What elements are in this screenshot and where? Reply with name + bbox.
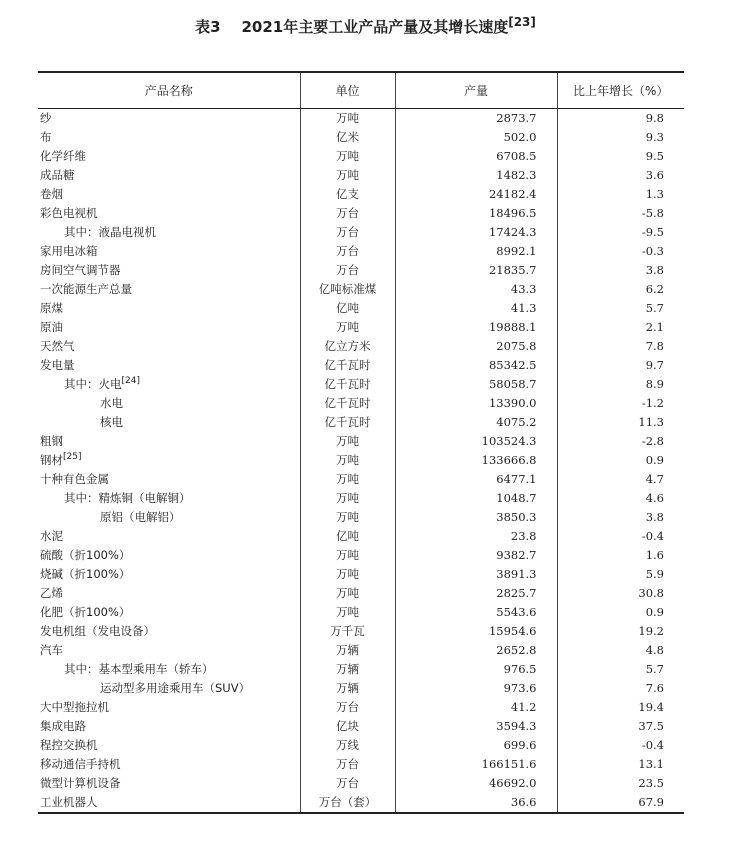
product-name-cell — [38, 109, 300, 129]
growth-cell: 0.9 — [557, 451, 684, 470]
product-name-cell — [38, 793, 300, 813]
unit-cell: 万吨 — [300, 584, 395, 603]
product-name: 集成电路 — [40, 719, 86, 733]
growth-cell: 3.8 — [557, 508, 684, 527]
table-row — [38, 166, 684, 185]
unit-cell: 万线 — [300, 736, 395, 755]
output-cell: 3891.3 — [395, 565, 557, 584]
unit-cell: 万吨 — [300, 166, 395, 185]
growth-cell: 9.7 — [557, 356, 684, 375]
product-name-cell — [38, 736, 300, 755]
unit-cell: 万台 — [300, 261, 395, 280]
product-name: 移动通信手持机 — [40, 757, 121, 771]
unit-cell: 亿米 — [300, 128, 395, 147]
product-name: 布 — [40, 130, 52, 144]
product-name: 程控交换机 — [40, 738, 98, 752]
output-cell: 17424.3 — [395, 223, 557, 242]
output-cell: 36.6 — [395, 793, 557, 813]
growth-cell: 1.3 — [557, 185, 684, 204]
output-cell: 8992.1 — [395, 242, 557, 261]
table-row — [38, 128, 684, 147]
output-cell: 133666.8 — [395, 451, 557, 470]
table-row — [38, 736, 684, 755]
growth-cell: 6.2 — [557, 280, 684, 299]
unit-cell: 万吨 — [300, 603, 395, 622]
table-row — [38, 603, 684, 622]
unit-cell: 亿千瓦时 — [300, 413, 395, 432]
unit-cell: 万台 — [300, 774, 395, 793]
growth-cell: -5.8 — [557, 204, 684, 223]
growth-cell: 9.8 — [557, 109, 684, 129]
growth-cell: -1.2 — [557, 394, 684, 413]
output-cell: 6477.1 — [395, 470, 557, 489]
product-name: 化肥（折100%） — [40, 605, 131, 619]
product-name-cell — [38, 375, 300, 394]
product-name: 纱 — [40, 111, 52, 125]
product-name: 天然气 — [40, 339, 75, 353]
growth-cell: 9.3 — [557, 128, 684, 147]
product-name-cell — [38, 413, 300, 432]
header-product-name: 产品名称 — [38, 72, 300, 109]
growth-cell: 2.1 — [557, 318, 684, 337]
product-name: 其中：精炼铜（电解铜） — [64, 491, 191, 505]
product-name-cell — [38, 717, 300, 736]
product-name-cell — [38, 394, 300, 413]
table-row — [38, 375, 684, 394]
product-name: 粗钢 — [40, 434, 63, 448]
growth-cell: 11.3 — [557, 413, 684, 432]
output-cell: 1048.7 — [395, 489, 557, 508]
product-name-cell — [38, 337, 300, 356]
table-row — [38, 280, 684, 299]
product-name-cell — [38, 565, 300, 584]
table-row — [38, 508, 684, 527]
growth-cell: 3.8 — [557, 261, 684, 280]
product-name-cell — [38, 204, 300, 223]
table-row — [38, 470, 684, 489]
growth-cell: 5.7 — [557, 299, 684, 318]
unit-cell: 万吨 — [300, 451, 395, 470]
output-cell: 21835.7 — [395, 261, 557, 280]
product-name-cell — [38, 261, 300, 280]
table-row — [38, 584, 684, 603]
output-cell: 1482.3 — [395, 166, 557, 185]
product-name: 成品糖 — [40, 168, 75, 182]
product-name-cell — [38, 698, 300, 717]
growth-cell: -0.4 — [557, 527, 684, 546]
output-cell: 3594.3 — [395, 717, 557, 736]
table-header-row — [38, 72, 684, 109]
growth-cell: 19.2 — [557, 622, 684, 641]
unit-cell: 万吨 — [300, 565, 395, 584]
product-name: 工业机器人 — [40, 795, 98, 809]
product-name: 房间空气调节器 — [40, 263, 121, 277]
footnote-ref: [25] — [63, 452, 82, 463]
unit-cell: 万吨 — [300, 109, 395, 129]
output-cell: 4075.2 — [395, 413, 557, 432]
output-cell: 3850.3 — [395, 508, 557, 527]
growth-cell: -9.5 — [557, 223, 684, 242]
product-name: 钢材 — [40, 453, 63, 467]
product-name: 卷烟 — [40, 187, 63, 201]
growth-cell: -0.3 — [557, 242, 684, 261]
growth-cell: 0.9 — [557, 603, 684, 622]
unit-cell: 万吨 — [300, 432, 395, 451]
growth-cell: 5.7 — [557, 660, 684, 679]
output-cell: 2652.8 — [395, 641, 557, 660]
unit-cell: 万台 — [300, 223, 395, 242]
table-row — [38, 451, 684, 470]
product-name-cell — [38, 166, 300, 185]
unit-cell: 万吨 — [300, 489, 395, 508]
product-name-cell — [38, 508, 300, 527]
unit-cell: 亿支 — [300, 185, 395, 204]
output-cell: 41.3 — [395, 299, 557, 318]
table-row — [38, 223, 684, 242]
unit-cell: 万台 — [300, 204, 395, 223]
product-name-cell — [38, 584, 300, 603]
growth-cell: 9.5 — [557, 147, 684, 166]
product-name: 其中：火电 — [64, 377, 122, 391]
output-cell: 103524.3 — [395, 432, 557, 451]
table-title — [0, 14, 731, 40]
product-name: 水电 — [100, 396, 123, 410]
product-name-cell — [38, 432, 300, 451]
output-cell: 976.5 — [395, 660, 557, 679]
growth-cell: 3.6 — [557, 166, 684, 185]
table-row — [38, 356, 684, 375]
product-name: 微型计算机设备 — [40, 776, 121, 790]
unit-cell: 亿吨 — [300, 527, 395, 546]
product-name-cell — [38, 128, 300, 147]
product-name: 发电量 — [40, 358, 75, 372]
growth-cell: 13.1 — [557, 755, 684, 774]
table-row — [38, 318, 684, 337]
product-name: 原煤 — [40, 301, 63, 315]
unit-cell: 亿吨标准煤 — [300, 280, 395, 299]
table-title-text: 2021年主要工业产品产量及其增长速度 — [241, 18, 509, 36]
output-cell: 85342.5 — [395, 356, 557, 375]
unit-cell: 亿千瓦时 — [300, 375, 395, 394]
growth-cell: -2.8 — [557, 432, 684, 451]
growth-cell: 23.5 — [557, 774, 684, 793]
table-row — [38, 660, 684, 679]
product-name: 烧碱（折100%） — [40, 567, 131, 581]
table-row — [38, 204, 684, 223]
output-cell: 19888.1 — [395, 318, 557, 337]
product-name: 其中：液晶电视机 — [64, 225, 156, 239]
unit-cell: 亿块 — [300, 717, 395, 736]
unit-cell: 万台 — [300, 755, 395, 774]
output-cell: 166151.6 — [395, 755, 557, 774]
table-row — [38, 755, 684, 774]
output-cell: 13390.0 — [395, 394, 557, 413]
product-name-cell — [38, 185, 300, 204]
product-name-cell — [38, 641, 300, 660]
unit-cell: 万台 — [300, 242, 395, 261]
output-cell: 18496.5 — [395, 204, 557, 223]
growth-cell: 67.9 — [557, 793, 684, 813]
growth-cell: 4.7 — [557, 470, 684, 489]
output-cell: 2075.8 — [395, 337, 557, 356]
output-cell: 973.6 — [395, 679, 557, 698]
product-name-cell — [38, 660, 300, 679]
product-name: 原铝（电解铝） — [100, 510, 181, 524]
table-row — [38, 413, 684, 432]
unit-cell: 万吨 — [300, 546, 395, 565]
product-name-cell — [38, 470, 300, 489]
table-row — [38, 147, 684, 166]
output-cell: 9382.7 — [395, 546, 557, 565]
product-name: 原油 — [40, 320, 63, 334]
product-name: 一次能源生产总量 — [40, 282, 132, 296]
output-cell: 699.6 — [395, 736, 557, 755]
growth-cell: -0.4 — [557, 736, 684, 755]
product-name: 乙烯 — [40, 586, 63, 600]
growth-cell: 19.4 — [557, 698, 684, 717]
output-cell: 6708.5 — [395, 147, 557, 166]
table-row — [38, 622, 684, 641]
product-name-cell — [38, 679, 300, 698]
unit-cell: 亿立方米 — [300, 337, 395, 356]
product-name: 十种有色金属 — [40, 472, 109, 486]
growth-cell: 37.5 — [557, 717, 684, 736]
footnote-ref: [24] — [121, 376, 140, 387]
product-name-cell — [38, 318, 300, 337]
product-name-cell — [38, 774, 300, 793]
output-cell: 58058.7 — [395, 375, 557, 394]
product-name-cell — [38, 755, 300, 774]
product-name: 硫酸（折100%） — [40, 548, 131, 562]
product-name: 大中型拖拉机 — [40, 700, 109, 714]
product-name: 发电机组（发电设备） — [40, 624, 155, 638]
table-row — [38, 546, 684, 565]
growth-cell: 4.8 — [557, 641, 684, 660]
output-cell: 46692.0 — [395, 774, 557, 793]
product-name-cell — [38, 603, 300, 622]
table-row — [38, 793, 684, 813]
header-output: 产量 — [395, 72, 557, 109]
product-name: 水泥 — [40, 529, 63, 543]
product-name: 核电 — [100, 415, 123, 429]
growth-cell: 1.6 — [557, 546, 684, 565]
output-cell: 23.8 — [395, 527, 557, 546]
production-table — [38, 71, 684, 814]
growth-cell: 7.6 — [557, 679, 684, 698]
product-name-cell — [38, 356, 300, 375]
table-row — [38, 679, 684, 698]
output-cell: 15954.6 — [395, 622, 557, 641]
table-row — [38, 489, 684, 508]
unit-cell: 万千瓦 — [300, 622, 395, 641]
product-name-cell — [38, 242, 300, 261]
unit-cell: 万吨 — [300, 470, 395, 489]
product-name-cell — [38, 280, 300, 299]
product-name-cell — [38, 299, 300, 318]
growth-cell: 7.8 — [557, 337, 684, 356]
product-name: 其中：基本型乘用车（轿车） — [64, 662, 214, 676]
growth-cell: 8.9 — [557, 375, 684, 394]
title-footnote-ref: [23] — [508, 15, 536, 29]
product-name: 汽车 — [40, 643, 63, 657]
table-row — [38, 185, 684, 204]
growth-cell: 5.9 — [557, 565, 684, 584]
unit-cell: 万台（套） — [300, 793, 395, 813]
unit-cell: 亿千瓦时 — [300, 394, 395, 413]
output-cell: 24182.4 — [395, 185, 557, 204]
output-cell: 2825.7 — [395, 584, 557, 603]
product-name: 彩色电视机 — [40, 206, 98, 220]
table-row — [38, 109, 684, 129]
product-name-cell — [38, 527, 300, 546]
table-row — [38, 717, 684, 736]
table-row — [38, 432, 684, 451]
output-cell: 502.0 — [395, 128, 557, 147]
table-row — [38, 242, 684, 261]
unit-cell: 万辆 — [300, 679, 395, 698]
product-name-cell — [38, 622, 300, 641]
unit-cell: 万吨 — [300, 318, 395, 337]
output-cell: 5543.6 — [395, 603, 557, 622]
unit-cell: 万吨 — [300, 508, 395, 527]
header-growth: 比上年增长（%） — [557, 72, 684, 109]
growth-cell: 30.8 — [557, 584, 684, 603]
product-name-cell — [38, 147, 300, 166]
output-cell: 43.3 — [395, 280, 557, 299]
growth-cell: 4.6 — [557, 489, 684, 508]
table-row — [38, 641, 684, 660]
table-row — [38, 698, 684, 717]
unit-cell: 亿吨 — [300, 299, 395, 318]
header-unit: 单位 — [300, 72, 395, 109]
product-name: 运动型多用途乘用车（SUV） — [100, 681, 251, 695]
product-name-cell — [38, 489, 300, 508]
unit-cell: 万辆 — [300, 660, 395, 679]
table-number: 表3 — [195, 18, 221, 36]
unit-cell: 亿千瓦时 — [300, 356, 395, 375]
product-name: 化学纤维 — [40, 149, 86, 163]
table-row — [38, 299, 684, 318]
product-name: 家用电冰箱 — [40, 244, 98, 258]
table-row — [38, 261, 684, 280]
output-cell: 2873.7 — [395, 109, 557, 129]
product-name-cell — [38, 223, 300, 242]
table-body — [38, 109, 684, 814]
table-row — [38, 394, 684, 413]
output-cell: 41.2 — [395, 698, 557, 717]
product-name-cell — [38, 546, 300, 565]
unit-cell: 万吨 — [300, 147, 395, 166]
product-name-cell — [38, 451, 300, 470]
unit-cell: 万台 — [300, 698, 395, 717]
table-row — [38, 565, 684, 584]
unit-cell: 万辆 — [300, 641, 395, 660]
table-row — [38, 527, 684, 546]
table-row — [38, 774, 684, 793]
table-row — [38, 337, 684, 356]
